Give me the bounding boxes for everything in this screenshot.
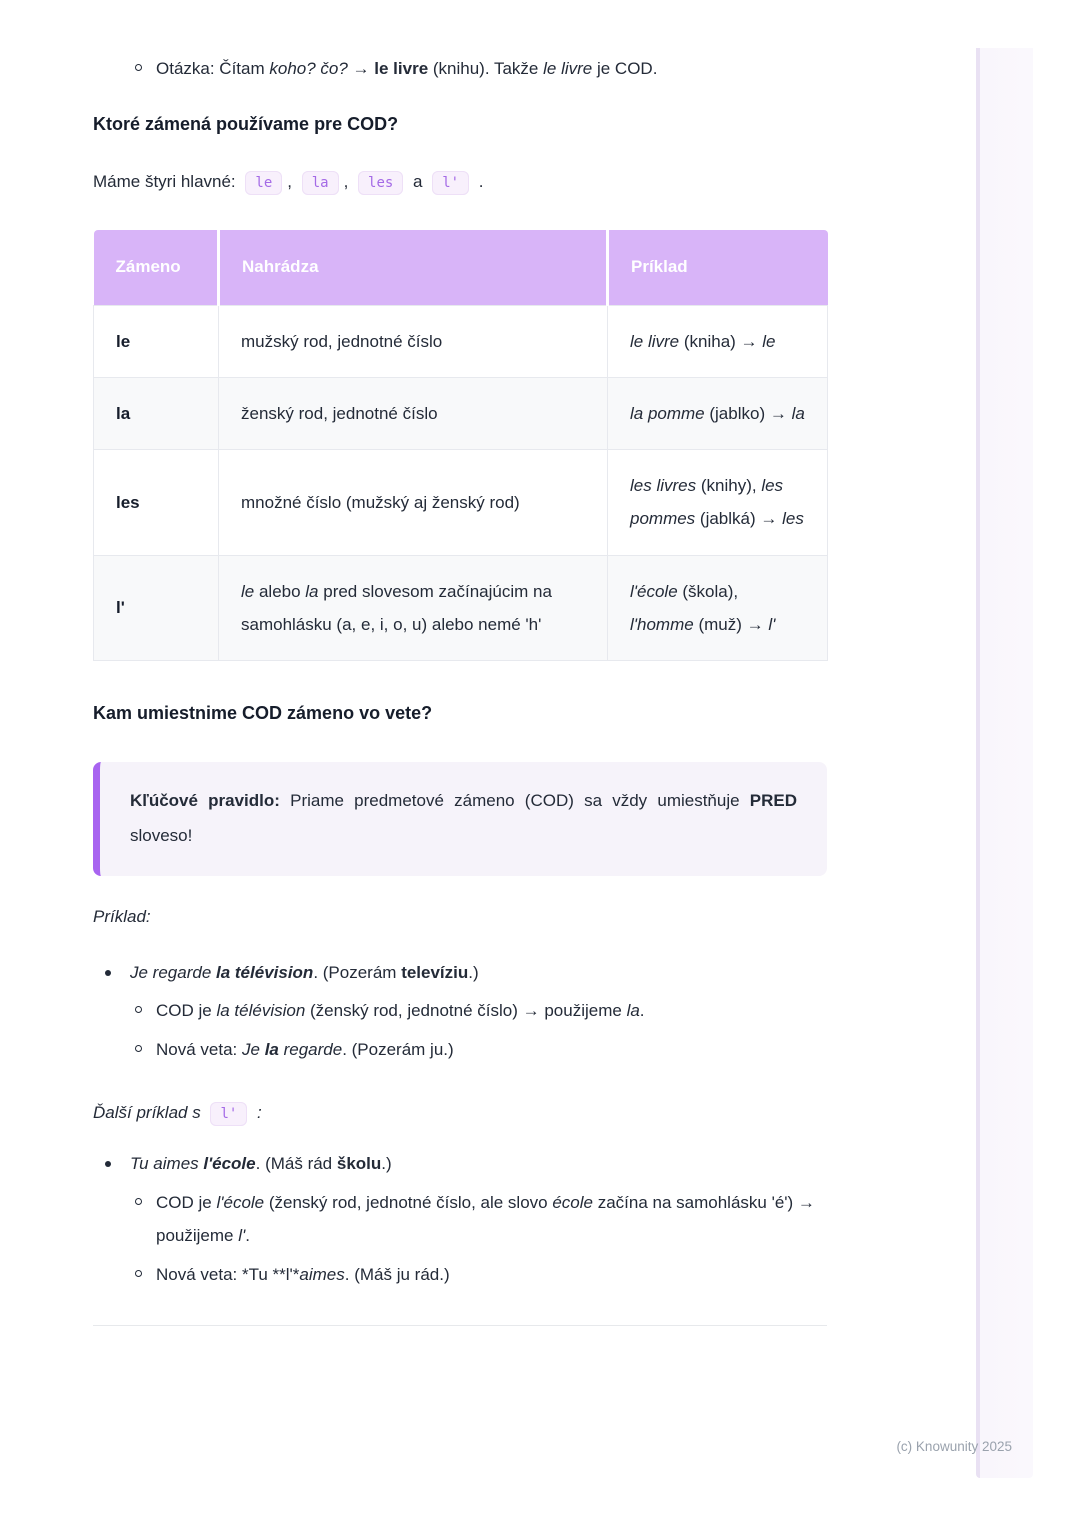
copyright-notice: (c) Knowunity 2025 bbox=[896, 1439, 1012, 1454]
example1-item bbox=[93, 956, 827, 989]
example1-sub2-text: Nová veta: Je la regarde. (Pozerám ju.) bbox=[156, 1040, 454, 1060]
example-cell: les livres (knihy), les pommes (jablká) → les bbox=[608, 450, 828, 555]
intro-list-item bbox=[93, 52, 827, 85]
table-row-les bbox=[94, 450, 828, 555]
replaces-cell: ženský rod, jednotné číslo bbox=[219, 378, 608, 450]
replaces-cell: množné číslo (mužský aj ženský rod) bbox=[219, 450, 608, 555]
example2-sub1-text: COD je l'école (ženský rod, jednotné číslo, ale slovo école začína na samohlásku 'é') → použijeme l'. bbox=[156, 1192, 815, 1245]
example-cell: le livre (kniha) → le bbox=[608, 306, 828, 378]
pronoun-cell: le bbox=[94, 306, 219, 378]
circle-bullet-icon bbox=[135, 1198, 142, 1205]
document-content bbox=[93, 0, 827, 1326]
replaces-cell: le alebo la pred slovesom začínajúcim na samohlásku (a, e, i, o, u) alebo nemé 'h' bbox=[219, 555, 608, 660]
table-row-la bbox=[94, 378, 828, 450]
circle-bullet-icon bbox=[135, 1006, 142, 1013]
heading-pronouns: Ktoré zámená používame pre COD? bbox=[93, 114, 399, 135]
example1-sub2 bbox=[93, 1033, 827, 1066]
circle-bullet-icon bbox=[135, 1270, 142, 1277]
pronoun-cell: la bbox=[94, 378, 219, 450]
example2-sub1 bbox=[93, 1186, 827, 1252]
col-header-priklad: Príklad bbox=[608, 230, 828, 305]
circle-bullet-icon bbox=[135, 1045, 142, 1052]
lead-sentence: Máme štyri hlavné: le , la , les a l' . bbox=[93, 165, 827, 198]
replaces-cell: mužský rod, jednotné číslo bbox=[219, 306, 608, 378]
col-header-nahradza: Nahrádza bbox=[219, 230, 608, 305]
bullet-icon bbox=[105, 970, 111, 976]
table-header-row bbox=[94, 230, 828, 305]
example2-item bbox=[93, 1147, 827, 1180]
table-row-l-apostrophe bbox=[94, 555, 828, 660]
col-header-zameno: Zámeno bbox=[94, 230, 219, 305]
example2-label: Ďalší príklad s l' : bbox=[93, 1096, 827, 1129]
example2-sub2 bbox=[93, 1258, 827, 1291]
circle-bullet-icon bbox=[135, 64, 142, 71]
example2-sentence: Tu aimes l'école. (Máš rád školu.) bbox=[130, 1154, 392, 1174]
pronoun-cell: les bbox=[94, 450, 219, 555]
table-row-le bbox=[94, 306, 828, 378]
example1-sub1-text: COD je la télévision (ženský rod, jednotné číslo) → použijeme la. bbox=[156, 1001, 645, 1021]
heading-placement: Kam umiestnime COD zámeno vo vete? bbox=[93, 702, 433, 723]
intro-bullet-text: Otázka: Čítam koho? čo? → le livre (knihu). Takže le livre je COD. bbox=[156, 59, 658, 78]
key-rule-callout bbox=[93, 762, 827, 876]
key-rule-text: Kľúčové pravidlo: Priame predmetové zámeno (COD) sa vždy umiestňuje PRED sloveso! bbox=[130, 791, 797, 845]
example-cell: l'école (škola), l'homme (muž) → l' bbox=[608, 555, 828, 660]
example1-sentence: Je regarde la télévision. (Pozerám televíziu.) bbox=[130, 962, 479, 982]
example2-sub2-text: Nová veta: *Tu **l'*aimes. (Máš ju rád.) bbox=[156, 1264, 450, 1284]
page-edge-rail bbox=[976, 48, 1033, 1478]
pronoun-cell: l' bbox=[94, 555, 219, 660]
example1-label: Príklad: bbox=[93, 906, 151, 926]
example1-sub1 bbox=[93, 994, 827, 1027]
example-cell: la pomme (jablko) → la bbox=[608, 378, 828, 450]
bottom-divider bbox=[93, 1325, 827, 1326]
pronoun-table bbox=[93, 230, 828, 660]
bullet-icon bbox=[105, 1161, 111, 1167]
